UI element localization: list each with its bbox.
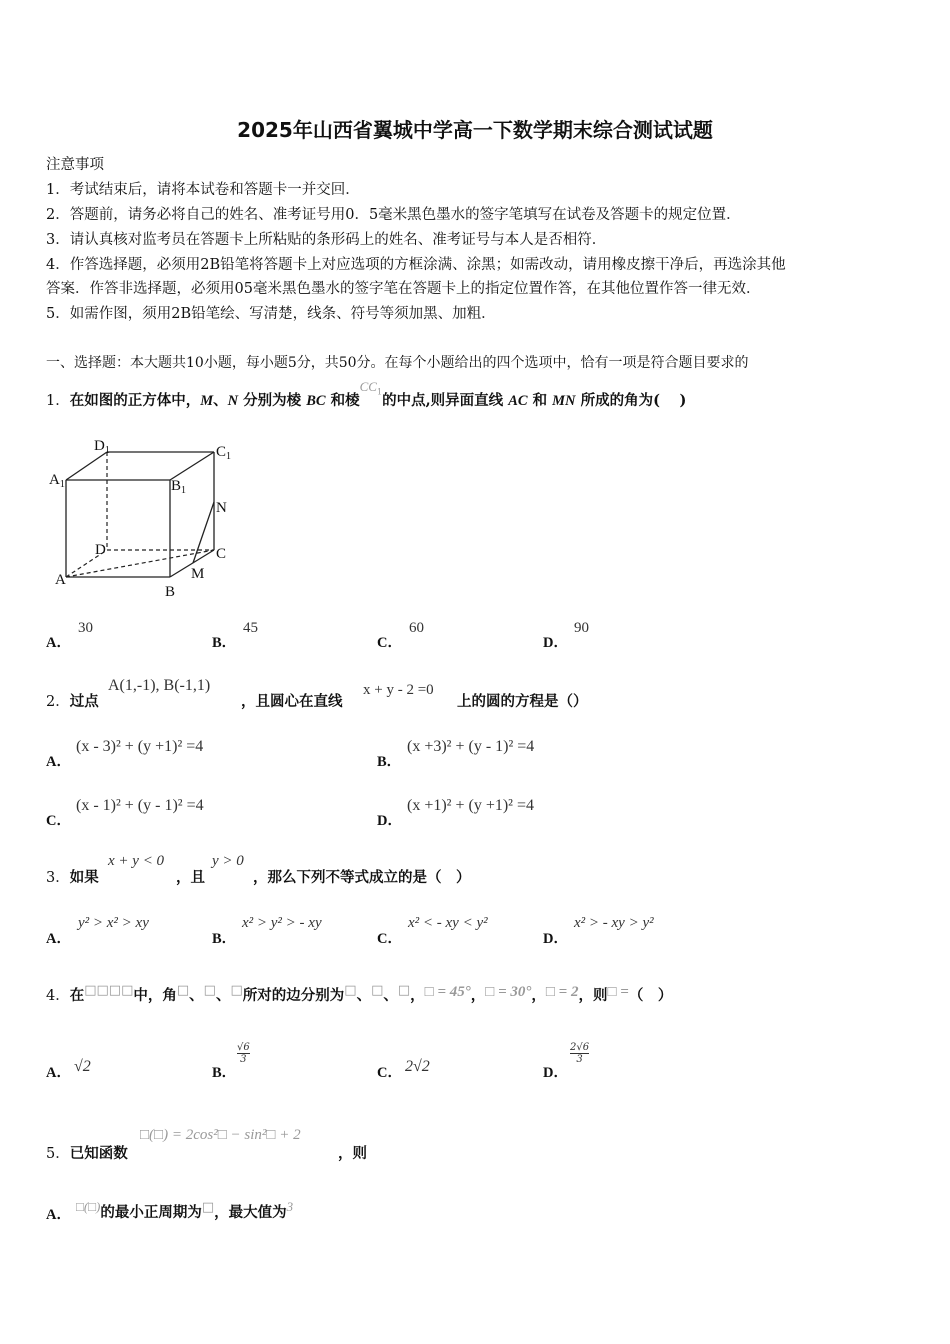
q4-option-b-value: $\frac{√6}{3}$ [237, 1042, 250, 1065]
q2-option-d-value: (x +1)² + (y +1)² =4 [407, 797, 534, 814]
q5-function: □(□) = 2cos²□ − sin²□ + 2 [140, 1127, 301, 1143]
label-A1: $A_1$ [49, 472, 65, 490]
q2-line: x + y ‑ 2 =0 [363, 682, 434, 698]
notice-heading: 注意事项 [46, 157, 104, 173]
edge [66, 452, 107, 480]
q2-text-end: 上的圆的方程是（） [457, 693, 588, 710]
question-4: 4．在□□□□中，角□、□、□所对的边分别为□、□、□，□ = 45°，□ = 30°，□ = 2，则□ =（ ） [46, 983, 673, 1004]
page-title: 2025年山西省翼城中学高一下数学期末综合测试试题 [237, 118, 713, 142]
q2-option-b[interactable]: B． [377, 754, 402, 770]
q3-text: ，且 [176, 869, 205, 886]
q5-text-end: ，则 [338, 1145, 367, 1162]
question-1: 1．在如图的正方体中，M、N 分别为棱 BC 和棱$CC_1$的中点,则异面直线 AC 和 MN 所成的角为( ) [46, 379, 687, 409]
q4-option-c[interactable]: C． [377, 1065, 402, 1081]
q1-option-d[interactable]: D． [543, 635, 568, 651]
cube-figure [44, 432, 244, 602]
notice-item: 5．如需作图，须用2B铅笔绘、写清楚，线条、符号等须加黑、加粗． [46, 306, 496, 322]
segment-MN [193, 502, 214, 563]
notice-item: 2．答题前，请务必将自己的姓名、准考证号用0．5毫米黑色墨水的签字笔填写在试卷及答题卡的规定位置． [46, 207, 741, 223]
label-C1: $C_1$ [216, 444, 232, 462]
q3-option-c-value: x² < ‑ xy < y² [408, 915, 488, 931]
q2-option-d[interactable]: D． [377, 813, 402, 829]
edge [170, 452, 214, 480]
q3-cond-2: y > 0 [212, 853, 244, 869]
q4-option-d-value: $\frac{2√6}{3}$ [570, 1042, 590, 1065]
q2-option-b-value: (x +3)² + (y ‑ 1)² =4 [407, 738, 535, 755]
q1-option-d-value: 90 [574, 620, 589, 636]
q3-option-d[interactable]: D． [543, 931, 568, 947]
q3-option-b-value: x² > y² > ‑ xy [242, 915, 322, 931]
q4-option-b[interactable]: B． [212, 1065, 237, 1081]
label-D1: $D_1$ [94, 438, 110, 456]
q3-option-c[interactable]: C． [377, 931, 402, 947]
question-2: 2．过点 [46, 693, 99, 710]
q2-option-c-value: (x ‑ 1)² + (y ‑ 1)² =4 [76, 797, 204, 814]
q2-option-a-value: (x ‑ 3)² + (y +1)² =4 [76, 738, 204, 755]
q4-option-d[interactable]: D． [543, 1065, 568, 1081]
label-A: A [55, 572, 66, 588]
q3-option-d-value: x² > ‑ xy > y² [574, 915, 654, 931]
notice-item: 3．请认真核对监考员在答题卡上所粘贴的条形码上的姓名、准考证号与本人是否相符． [46, 232, 607, 248]
q4-option-a[interactable]: A． [46, 1065, 71, 1081]
q3-cond-1: x + y < 0 [108, 853, 165, 869]
q3-option-a-value: y² > x² > xy [78, 915, 149, 931]
label-B1: $B_1$ [171, 478, 187, 496]
q1-option-a[interactable]: A． [46, 635, 71, 651]
label-M: M [191, 566, 205, 582]
q5-option-a-text: □(□)的最小正周期为□，最大值为3 [76, 1199, 294, 1221]
label-D: D [95, 542, 106, 558]
notice-item: 4．作答选择题，必须用2B铅笔将答题卡上对应选项的方框涂满、涂黑；如需改动，请用橡皮擦干净后，再选涂其他 [46, 257, 786, 273]
q4-option-c-value: 2√2 [405, 1058, 430, 1075]
q1-option-b[interactable]: B． [212, 635, 237, 651]
q2-text: ，且圆心在直线 [241, 693, 343, 710]
q2-option-c[interactable]: C． [46, 813, 71, 829]
label-C: C [216, 546, 227, 562]
q3-option-b[interactable]: B． [212, 931, 237, 947]
q3-option-a[interactable]: A． [46, 931, 71, 947]
notice-item: 1．考试结束后，请将本试卷和答题卡一并交回． [46, 182, 360, 198]
q1-option-b-value: 45 [243, 620, 258, 636]
question-5: 5．已知函数 [46, 1145, 128, 1162]
section-heading: 一、选择题：本大题共10小题，每小题5分，共50分。在每个小题给出的四个选项中，恰有一项是符合题目要求的 [46, 355, 749, 371]
q5-option-a[interactable]: A． [46, 1207, 71, 1223]
q2-option-a[interactable]: A． [46, 754, 71, 770]
q1-option-a-value: 30 [78, 620, 93, 636]
q3-text-end: ，那么下列不等式成立的是（ ） [253, 869, 471, 886]
q2-points: A(1,‑1), B(‑1,1) [108, 677, 211, 694]
question-number: 1． [46, 393, 70, 409]
q4-option-a-value: √2 [74, 1058, 91, 1075]
notice-item: 答案．作答非选择题，必须用05毫米黑色墨水的签字笔在答题卡上的指定位置作答，在其他位置作答一律无效． [46, 281, 761, 297]
q1-option-c-value: 60 [409, 620, 424, 636]
label-N: N [216, 500, 227, 516]
label-B: B [165, 584, 176, 600]
question-3: 3．如果 [46, 869, 99, 886]
q1-option-c[interactable]: C． [377, 635, 402, 651]
